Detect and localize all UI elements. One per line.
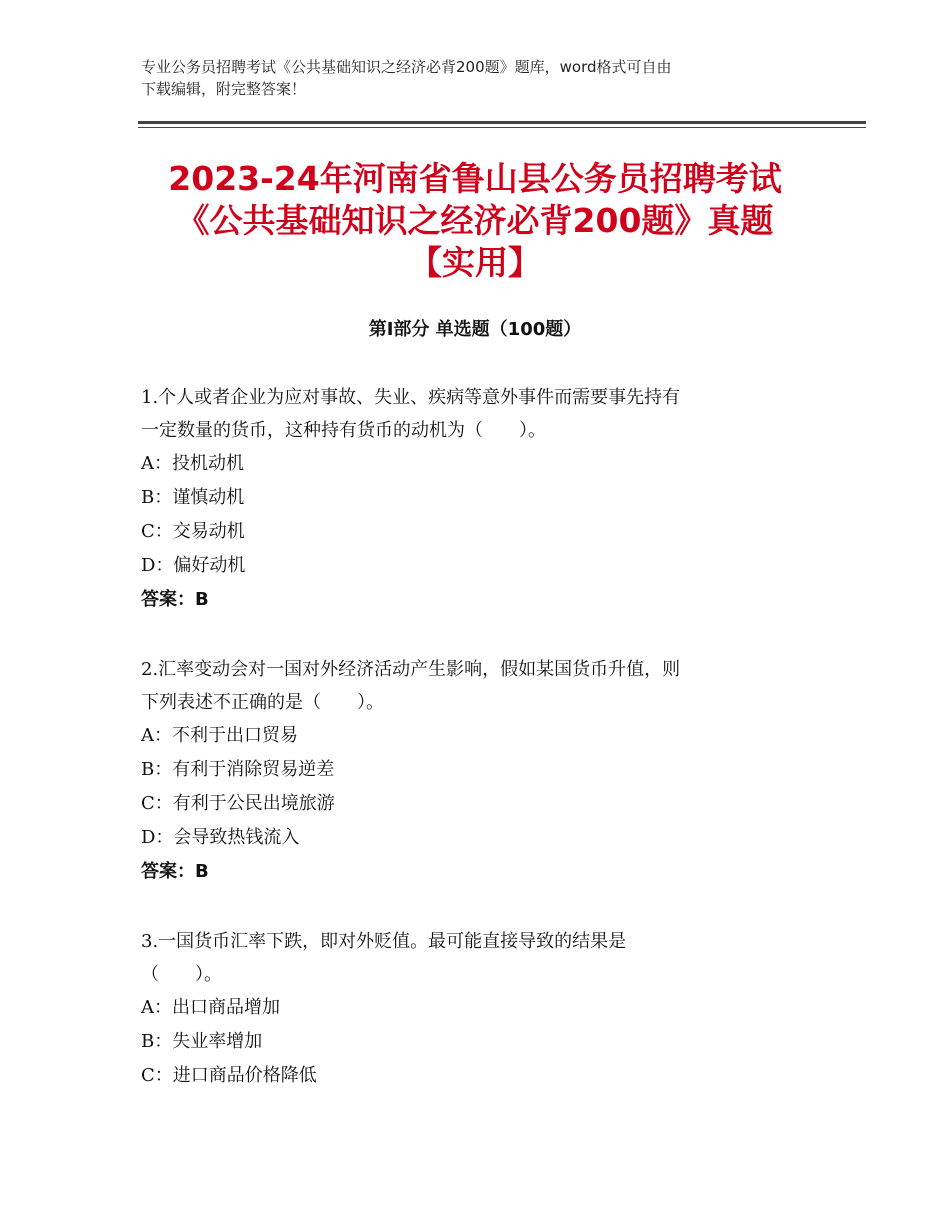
title-line-3: 【实用】 (409, 243, 541, 282)
question-stem-line: （ ）。 (141, 964, 222, 985)
question-1 (141, 381, 811, 617)
option-a: A：不利于出口贸易 (141, 725, 298, 746)
header-divider-thin (138, 127, 866, 128)
answer: 答案：B (141, 589, 209, 610)
header-note-line-1: 专业公务员招聘考试《公共基础知识之经济必背200题》题库，word格式可自由 (141, 58, 672, 76)
question-stem-line: 2.汇率变动会对一国对外经济活动产生影响，假如某国货币升值，则 (141, 659, 681, 680)
header-note (141, 56, 811, 100)
header-note-line-2: 下载编辑，附完整答案！ (141, 80, 307, 98)
option-b: B：谨慎动机 (141, 487, 245, 508)
option-c: C：进口商品价格降低 (141, 1065, 317, 1086)
option-c: C：有利于公民出境旅游 (141, 793, 335, 814)
option-d: D：偏好动机 (141, 555, 246, 576)
question-3 (141, 925, 811, 1093)
option-b: B：失业率增加 (141, 1031, 263, 1052)
question-2 (141, 653, 811, 889)
question-stem-line: 3.一国货币汇率下跌，即对外贬值。最可能直接导致的结果是 (141, 931, 627, 952)
option-c: C：交易动机 (141, 521, 245, 542)
document-title (100, 158, 850, 284)
title-line-1: 2023-24年河南省鲁山县公务员招聘考试 (168, 159, 782, 198)
answer: 答案：B (141, 861, 209, 882)
question-stem-line: 1.个人或者企业为应对事故、失业、疾病等意外事件而需要事先持有 (141, 387, 681, 408)
section-heading: 第Ⅰ部分 单选题（100题） (368, 319, 582, 340)
option-a: A：出口商品增加 (141, 997, 280, 1018)
option-b: B：有利于消除贸易逆差 (141, 759, 335, 780)
question-stem-line: 一定数量的货币，这种持有货币的动机为（ ）。 (141, 420, 546, 441)
header-divider-thick (138, 121, 866, 124)
title-line-2: 《公共基础知识之经济必背200题》真题 (176, 201, 774, 240)
option-a: A：投机动机 (141, 453, 244, 474)
question-stem-line: 下列表述不正确的是（ ）。 (141, 692, 384, 713)
option-d: D：会导致热钱流入 (141, 827, 300, 848)
